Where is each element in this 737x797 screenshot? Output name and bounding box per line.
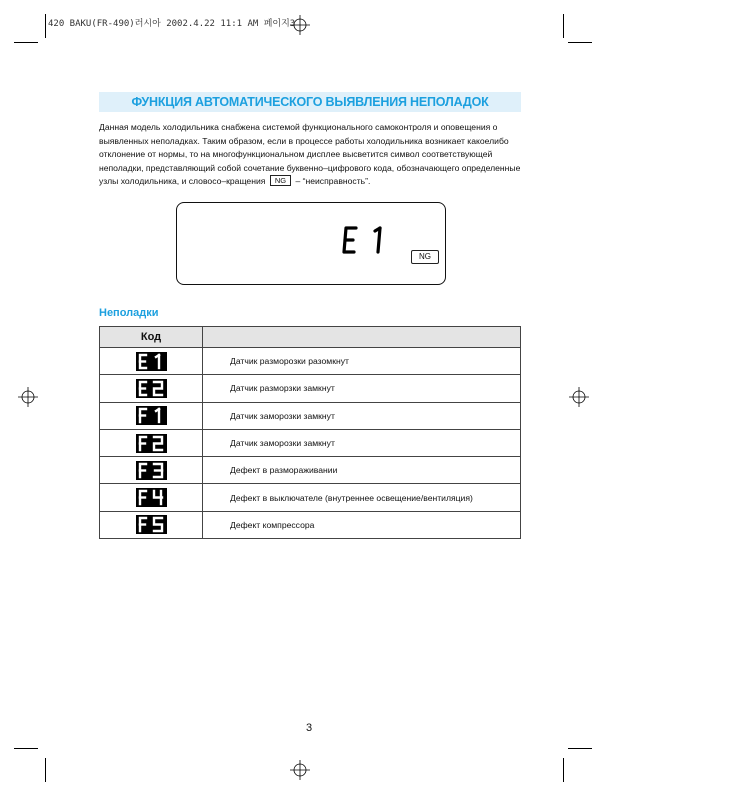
fault-code-glyph bbox=[136, 352, 167, 371]
fault-code-glyph bbox=[136, 379, 167, 398]
fault-code-badge bbox=[136, 379, 167, 398]
section-title: Неполадки bbox=[99, 307, 159, 319]
fault-code-glyph bbox=[136, 515, 167, 534]
table-row bbox=[100, 457, 521, 484]
fault-description: Датчик разморозки разомкнут bbox=[203, 348, 521, 375]
page-title: ФУНКЦИЯ АВТОМАТИЧЕСКОГО ВЫЯВЛЕНИЯ НЕПОЛАДОК bbox=[131, 95, 489, 109]
fault-code-glyph bbox=[136, 434, 167, 453]
column-header-description bbox=[203, 327, 521, 348]
registration-mark-top bbox=[290, 15, 310, 35]
fault-code-cell bbox=[100, 375, 203, 402]
table-header-row bbox=[100, 327, 521, 348]
registration-mark-left bbox=[18, 387, 38, 407]
fault-code-cell bbox=[100, 402, 203, 429]
table-row bbox=[100, 348, 521, 375]
table-row bbox=[100, 375, 521, 402]
fault-description: Датчик заморозки замкнут bbox=[203, 429, 521, 456]
fault-code-cell bbox=[100, 348, 203, 375]
registration-mark-right bbox=[569, 387, 589, 407]
fault-description: Датчик заморозки замкнут bbox=[203, 402, 521, 429]
fault-description: Дефект в размораживании bbox=[203, 457, 521, 484]
ng-inline-label: NG bbox=[270, 175, 291, 186]
registration-mark-bottom bbox=[290, 760, 310, 780]
table-row bbox=[100, 429, 521, 456]
display-illustration bbox=[176, 202, 446, 285]
display-error-code bbox=[342, 225, 397, 255]
column-header-code: Код bbox=[100, 327, 203, 348]
fault-code-cell bbox=[100, 511, 203, 538]
intro-paragraph bbox=[99, 121, 529, 189]
page-number: 3 bbox=[306, 722, 313, 734]
table-row bbox=[100, 402, 521, 429]
print-header: 420 BAKU(FR-490)러시아 2002.4.22 11:1 AM 페이지3 bbox=[48, 19, 296, 29]
fault-description: Датчик разморзки замкнут bbox=[203, 375, 521, 402]
fault-code-badge bbox=[136, 461, 167, 480]
fault-code-glyph bbox=[136, 406, 167, 425]
fault-code-glyph bbox=[136, 488, 167, 507]
fault-code-badge bbox=[136, 488, 167, 507]
fault-code-badge bbox=[136, 352, 167, 371]
fault-description: Дефект в выключателе (внутреннее освещение/вентиляция) bbox=[203, 484, 521, 511]
fault-code-cell bbox=[100, 457, 203, 484]
intro-text-before: Данная модель холодильника снабжена системой функционального самоконтроля и оповещения о выявленных неполадках. Таким образом, если в процессе работы холодильника возникает какоелибо отклонение от нормы, то на многофункциональном дисплее высветится символ соответствующей неполадки, представляющий собой сочетание буквенно–цифрового кода, обозначающего определенные узлы холодильника, и словосо–кращения bbox=[99, 122, 521, 187]
table-row bbox=[100, 511, 521, 538]
intro-text-after: – “неисправность”. bbox=[295, 176, 371, 187]
page-title-bar bbox=[99, 92, 521, 112]
fault-description: Дефект компрессора bbox=[203, 511, 521, 538]
faults-table bbox=[99, 326, 521, 539]
display-ng-label: NG bbox=[411, 250, 439, 264]
table-row bbox=[100, 484, 521, 511]
fault-code-cell bbox=[100, 429, 203, 456]
fault-code-glyph bbox=[136, 461, 167, 480]
fault-code-badge bbox=[136, 434, 167, 453]
fault-code-badge bbox=[136, 406, 167, 425]
fault-code-cell bbox=[100, 484, 203, 511]
fault-code-badge bbox=[136, 515, 167, 534]
